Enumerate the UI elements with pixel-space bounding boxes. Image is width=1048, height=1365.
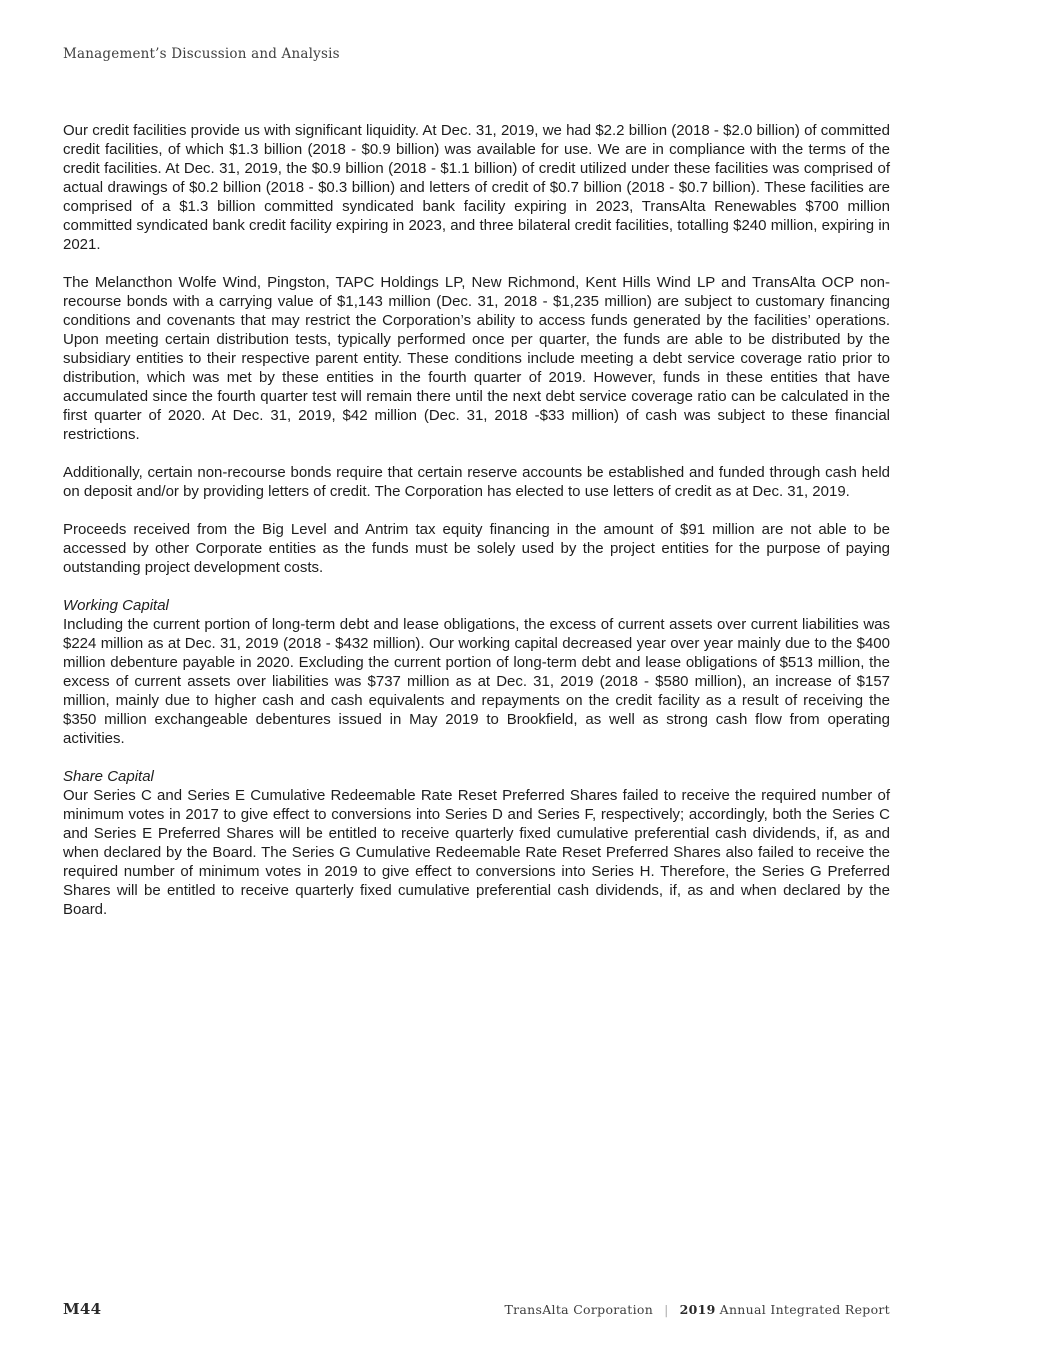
paragraph-working-capital: Including the current portion of long-term debt and lease obligations, the excess of current assets over current liabilities was $224 million as at Dec. 31, 2019 (2018 - $432 million). Our working capital decreased year over year mainly due to the $400 million debenture payable in 2020. Excluding the current portion of long-term debt and lease obligations of $513 million, the excess of current assets over liabilities was $737 million as at Dec. 31, 2019 (2018 - $580 million), an increase of $157 million, mainly due to higher cash and cash equivalents and repayments on the credit facility as a result of receiving the $350 million exchangeable debentures issued in May 2019 to Brookfield, as well as strong cash flow from operating activities. [63,616,890,747]
footer-report-name: Annual Integrated Report [719,1302,890,1317]
paragraph-share-capital: Our Series C and Series E Cumulative Redeemable Rate Reset Preferred Shares failed to receive the required number of minimum votes in 2017 to give effect to conversions into Series D and Series F, respectively; accordingly, both the Series C and Series E Preferred Shares will be entitled to receive quarterly fixed cumulative preferential cash dividends, if, as and when declared by the Board. The Series G Cumulative Redeemable Rate Reset Preferred Shares also failed to receive the required number of minimum votes in 2019 to give effect to conversions into Series H. Therefore, the Series G Preferred Shares will be entitled to receive quarterly fixed cumulative preferential cash dividends, if, as and when declared by the Board. [63,787,890,918]
footer-report-title [504,1302,890,1317]
paragraph-credit-facilities: Our credit facilities provide us with significant liquidity. At Dec. 31, 2019, we had $2.2 billion (2018 - $2.0 billion) of committed credit facilities, of which $1.3 billion (2018 - $0.9 billion) was available for use. We are in compliance with the terms of the credit facilities. At Dec. 31, 2019, the $0.9 billion (2018 - $1.1 billion) of credit utilized under these facilities was comprised of actual drawings of $0.2 billion (2018 - $0.3 billion) and letters of credit of $0.7 billion (2018 - $0.7 billion). These facilities are comprised of a $1.3 billion committed syndicated bank facility expiring in 2023, TransAlta Renewables $700 million committed syndicated bank credit facility expiring in 2023, and three bilateral credit facilities, totalling $240 million, expiring in 2021. [63,122,890,253]
page-number: M44 [63,1300,102,1318]
footer-company: TransAlta Corporation [504,1302,654,1317]
heading-working-capital: Working Capital [63,597,169,614]
footer-year: 2019 [679,1302,716,1317]
heading-share-capital: Share Capital [63,768,154,785]
page-footer [63,1300,890,1318]
paragraph-reserve-accounts: Additionally, certain non-recourse bonds require that certain reserve accounts be established and funded through cash held on deposit and/or by providing letters of credit. The Corporation has elected to use letters of credit as at Dec. 31, 2019. [63,464,890,500]
paragraph-tax-equity-proceeds: Proceeds received from the Big Level and Antrim tax equity financing in the amount of $91 million are not able to be accessed by other Corporate entities as the funds must be solely used by the project entities for the purpose of paying outstanding project development costs. [63,521,890,576]
running-header: Management’s Discussion and Analysis [63,46,340,62]
paragraph-non-recourse-bonds: The Melancthon Wolfe Wind, Pingston, TAPC Holdings LP, New Richmond, Kent Hills Wind LP and TransAlta OCP non-recourse bonds with a carrying value of $1,143 million (Dec. 31, 2018 - $1,235 million) are subject to customary financing conditions and covenants that may restrict the Corporation’s ability to access funds generated by the facilities’ operations. Upon meeting certain distribution tests, typically performed once per quarter, the funds are able to be distributed by the subsidiary entities to their respective parent entity. These conditions include meeting a debt service coverage ratio prior to distribution, which was met by these entities in the fourth quarter of 2019. However, funds in these entities that have accumulated since the fourth quarter test will remain there until the next debt service coverage ratio can be calculated in the first quarter of 2020. At Dec. 31, 2019, $42 million (Dec. 31, 2018 -$33 million) of cash was subject to these financial restrictions. [63,274,890,443]
page-body [63,121,890,938]
footer-separator: | [664,1302,669,1317]
